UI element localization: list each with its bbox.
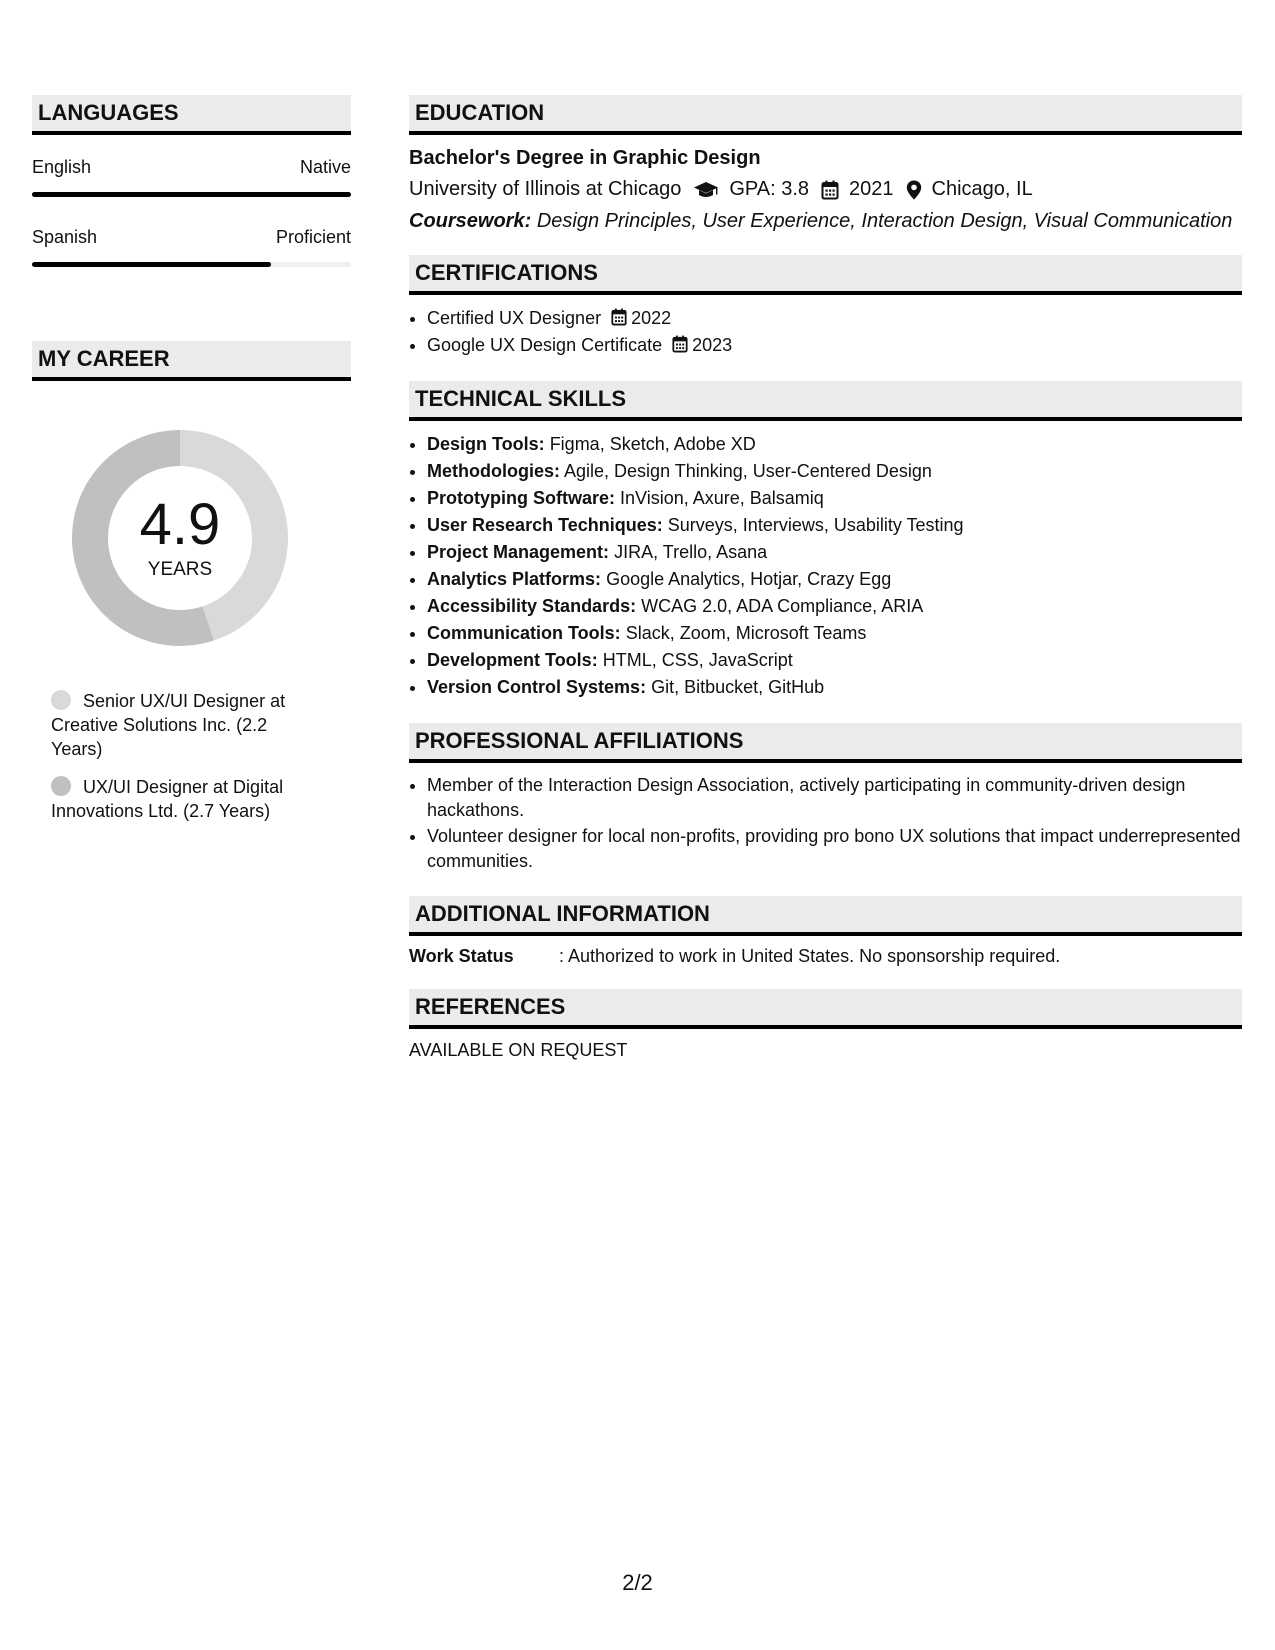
skill-value: Git, Bitbucket, GitHub: [651, 677, 825, 697]
language-name: English: [32, 157, 92, 177]
coursework-list: Design Principles, User Experience, Interaction Design, Visual Communication: [536, 210, 1233, 232]
degree-title: Bachelor's Degree in Graphic Design: [409, 147, 761, 169]
languages-heading: LANGUAGES: [32, 95, 351, 135]
language-bar-track: [32, 192, 351, 197]
career-total-unit: YEARS: [147, 559, 213, 580]
certification-name: Certified UX Designer: [427, 308, 602, 328]
list-item: [427, 305, 1242, 332]
gpa: GPA: 3.8: [729, 178, 810, 200]
language-item: [32, 157, 351, 197]
skill-value: WCAG 2.0, ADA Compliance, ARIA: [641, 596, 924, 616]
skill-value: Agile, Design Thinking, User-Centered Design: [564, 461, 932, 481]
work-status-value: : Authorized to work in United States. No sponsorship required.: [559, 946, 1061, 966]
skill-label: Analytics Platforms:: [427, 569, 602, 589]
list-item: • Volunteer designer for local non-profits, providing pro bono UX solutions that impact underrepresented communities.: [427, 824, 1242, 874]
skill-label: User Research Techniques:: [427, 515, 663, 535]
right-column: [409, 95, 1242, 1061]
list-item: [427, 539, 1242, 566]
language-level: Proficient: [275, 227, 351, 247]
graduation-cap-icon: [693, 180, 719, 200]
skill-label: Version Control Systems:: [427, 677, 647, 697]
language-bar-fill: [32, 262, 271, 267]
certification-year: 2022: [631, 308, 672, 328]
references-text: AVAILABLE ON REQUEST: [409, 1040, 628, 1060]
career-legend-item: [51, 775, 311, 823]
skill-label: Communication Tools:: [427, 623, 621, 643]
skill-label: Prototyping Software:: [427, 488, 615, 508]
language-item: [32, 227, 351, 267]
affiliations-list: [409, 773, 1242, 874]
list-item: [427, 593, 1242, 620]
certifications-list: [409, 305, 1242, 359]
calendar-icon: [672, 335, 688, 353]
career-role-label: Senior UX/UI Designer at Creative Solutions Inc. (2.2 Years): [51, 691, 286, 759]
career-heading: MY CAREER: [32, 341, 351, 381]
additional-info-heading: ADDITIONAL INFORMATION: [409, 896, 1242, 936]
career-role-label: UX/UI Designer at Digital Innovations Ltd. (2.7 Years): [51, 777, 284, 821]
list-item: [427, 674, 1242, 701]
language-bar-fill: [32, 192, 351, 197]
calendar-icon: [611, 308, 627, 326]
certification-year: 2023: [692, 335, 733, 355]
skill-value: HTML, CSS, JavaScript: [602, 650, 793, 670]
skill-value: Figma, Sketch, Adobe XD: [549, 434, 756, 454]
language-name: Spanish: [32, 227, 98, 247]
certification-name: Google UX Design Certificate: [427, 335, 663, 355]
career-total-value: 4.9: [139, 492, 221, 557]
list-item: [427, 431, 1242, 458]
list-item: [427, 620, 1242, 647]
skills-heading: TECHNICAL SKILLS: [409, 381, 1242, 421]
work-status-row: [409, 946, 1242, 967]
career-legend-item: [51, 689, 311, 761]
work-status-label: Work Status: [409, 946, 514, 966]
list-item: [427, 332, 1242, 359]
list-item: • Member of the Interaction Design Association, actively participating in community-driven design hackathons.: [427, 773, 1242, 823]
list-item: [427, 458, 1242, 485]
skill-label: Accessibility Standards:: [427, 596, 637, 616]
skill-value: Slack, Zoom, Microsoft Teams: [625, 623, 867, 643]
skills-list: [409, 431, 1242, 701]
certifications-heading: CERTIFICATIONS: [409, 255, 1242, 295]
legend-dot: [51, 776, 71, 796]
left-column: [32, 95, 351, 837]
list-item: [427, 485, 1242, 512]
page-number: 2/2: [622, 1570, 653, 1595]
calendar-icon: [821, 180, 839, 200]
skill-value: JIRA, Trello, Asana: [614, 542, 768, 562]
language-bar-track: [32, 262, 351, 267]
list-item: [427, 647, 1242, 674]
career-legend: [51, 689, 311, 823]
skill-value: Surveys, Interviews, Usability Testing: [667, 515, 964, 535]
career-donut-chart: [65, 423, 295, 653]
affiliations-heading: PROFESSIONAL AFFILIATIONS: [409, 723, 1242, 763]
coursework: [409, 210, 1242, 233]
coursework-label: Coursework:: [409, 210, 532, 232]
school-name: University of Illinois at Chicago: [409, 178, 682, 200]
language-level: Native: [299, 157, 351, 177]
skill-label: Methodologies:: [427, 461, 560, 481]
skill-label: Development Tools:: [427, 650, 598, 670]
legend-dot: [51, 690, 71, 710]
education-location: Chicago, IL: [931, 178, 1033, 200]
map-pin-icon: [906, 180, 922, 200]
list-item: [427, 566, 1242, 593]
education-details: [409, 178, 1242, 201]
skill-label: Design Tools:: [427, 434, 545, 454]
education-heading: EDUCATION: [409, 95, 1242, 135]
skill-value: Google Analytics, Hotjar, Crazy Egg: [606, 569, 892, 589]
skill-value: InVision, Axure, Balsamiq: [620, 488, 824, 508]
list-item: [427, 512, 1242, 539]
graduation-year: 2021: [849, 178, 894, 200]
references-heading: REFERENCES: [409, 989, 1242, 1029]
skill-label: Project Management:: [427, 542, 610, 562]
